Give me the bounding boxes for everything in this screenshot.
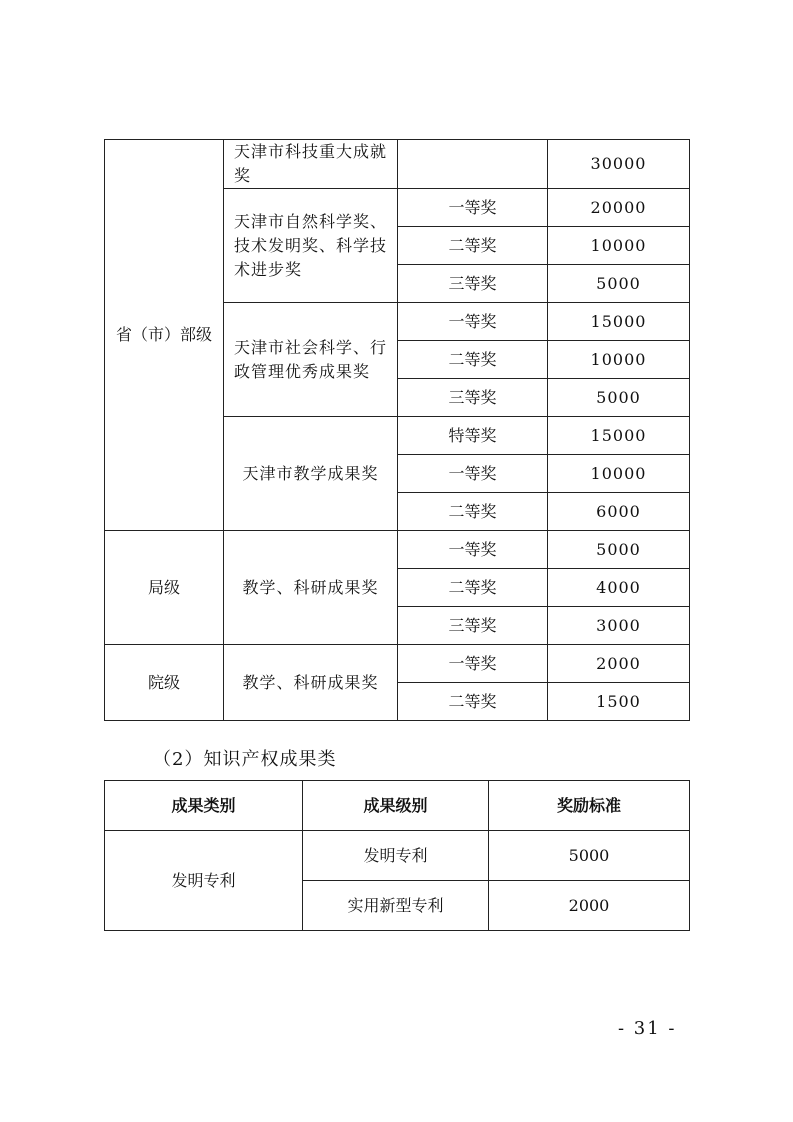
category-cell: 天津市教学成果奖 (224, 417, 398, 531)
column-header: 成果级别 (303, 781, 489, 831)
amount-cell: 6000 (548, 493, 690, 531)
amount-cell: 10000 (548, 341, 690, 379)
grade-cell: 二等奖 (398, 683, 548, 721)
grade-cell: 三等奖 (398, 265, 548, 303)
table-row (105, 531, 690, 569)
amount-cell: 15000 (548, 417, 690, 455)
grade-cell: 特等奖 (398, 417, 548, 455)
category-cell: 教学、科研成果奖 (224, 531, 398, 645)
grade-cell (398, 140, 548, 189)
amount-cell: 5000 (489, 831, 690, 881)
category-cell: 天津市科技重大成就奖 (224, 140, 398, 189)
amount-cell: 2000 (489, 881, 690, 931)
table-row (105, 831, 690, 881)
grade-cell: 一等奖 (398, 303, 548, 341)
category-cell: 发明专利 (105, 831, 303, 931)
amount-cell: 30000 (548, 140, 690, 189)
grade-cell: 一等奖 (398, 645, 548, 683)
level-cell: 发明专利 (303, 831, 489, 881)
table-header-row (105, 781, 690, 831)
grade-cell: 三等奖 (398, 607, 548, 645)
level-cell: 实用新型专利 (303, 881, 489, 931)
table-row (105, 140, 690, 189)
ip-award-table (104, 780, 690, 931)
amount-cell: 3000 (548, 607, 690, 645)
column-header: 奖励标准 (489, 781, 690, 831)
section-heading: （2）知识产权成果类 (153, 749, 337, 770)
level-cell: 局级 (105, 531, 224, 645)
grade-cell: 三等奖 (398, 379, 548, 417)
grade-cell: 二等奖 (398, 493, 548, 531)
amount-cell: 20000 (548, 189, 690, 227)
amount-cell: 5000 (548, 265, 690, 303)
amount-cell: 2000 (548, 645, 690, 683)
table-row (105, 645, 690, 683)
amount-cell: 10000 (548, 455, 690, 493)
column-header: 成果类别 (105, 781, 303, 831)
amount-cell: 5000 (548, 531, 690, 569)
grade-cell: 二等奖 (398, 569, 548, 607)
category-cell: 天津市社会科学、行政管理优秀成果奖 (224, 303, 398, 417)
grade-cell: 一等奖 (398, 455, 548, 493)
category-cell: 教学、科研成果奖 (224, 645, 398, 721)
award-table (104, 139, 690, 721)
level-cell: 省（市）部级 (105, 140, 224, 531)
category-cell: 天津市自然科学奖、技术发明奖、科学技术进步奖 (224, 189, 398, 303)
grade-cell: 一等奖 (398, 531, 548, 569)
grade-cell: 二等奖 (398, 341, 548, 379)
amount-cell: 10000 (548, 227, 690, 265)
amount-cell: 15000 (548, 303, 690, 341)
amount-cell: 4000 (548, 569, 690, 607)
amount-cell: 5000 (548, 379, 690, 417)
level-cell: 院级 (105, 645, 224, 721)
amount-cell: 1500 (548, 683, 690, 721)
page-number: - 31 - (618, 1018, 677, 1039)
grade-cell: 二等奖 (398, 227, 548, 265)
grade-cell: 一等奖 (398, 189, 548, 227)
